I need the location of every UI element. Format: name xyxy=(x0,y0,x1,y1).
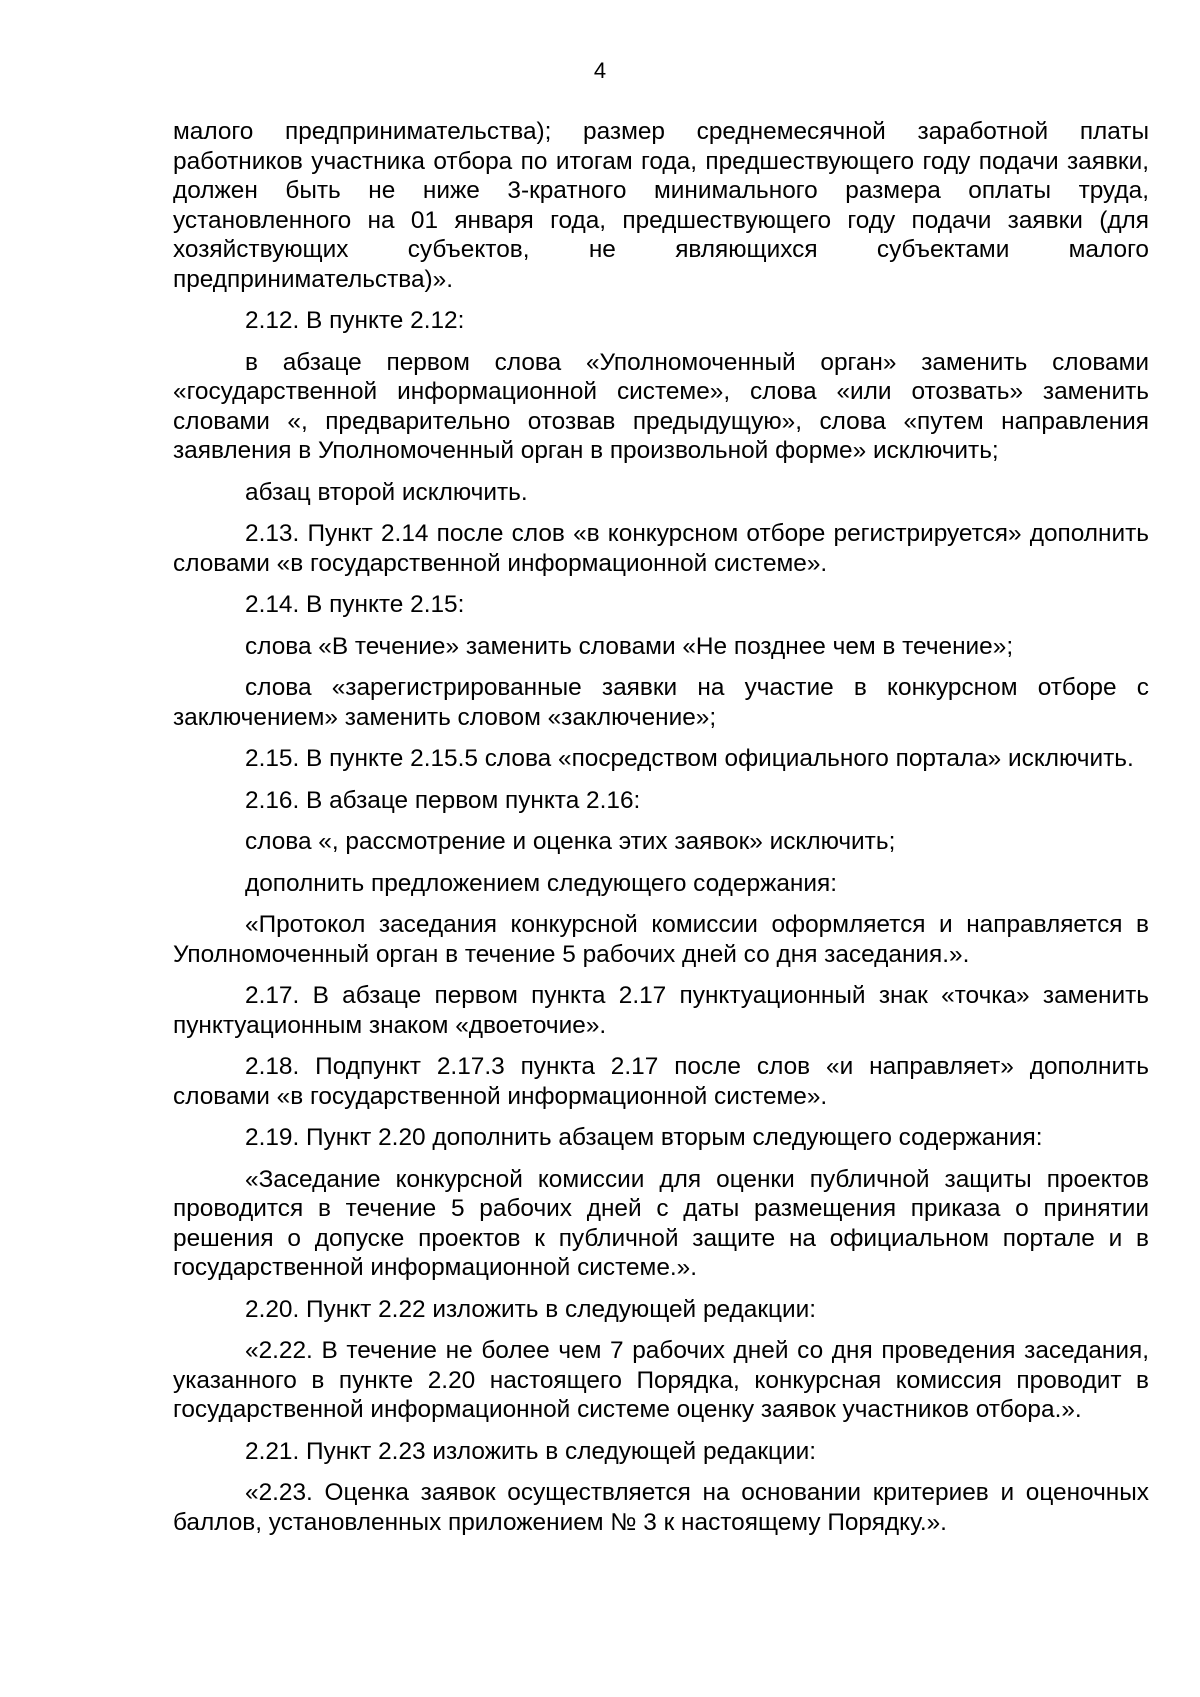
paragraph: в абзаце первом слова «Уполномоченный орган» заменить словами «государственной информационной системе», слова «или отозвать» заменить словами «, предварительно отозвав предыдущую», слова «путем направления заявления в Уполномоченный орган в произвольной форме» исключить; xyxy=(173,348,1149,464)
paragraph: абзац второй исключить. xyxy=(245,478,528,506)
paragraph: 2.15. В пункте 2.15.5 слова «посредством официального портала» исключить. xyxy=(245,745,1134,772)
paragraph: слова «, рассмотрение и оценка этих заявок» исключить; xyxy=(245,828,896,855)
paragraph: «2.22. В течение не более чем 7 рабочих дней со дня проведения заседания, указанного в пункте 2.20 настоящего Порядка, конкурсная комиссия проводит в государственной информационной системе оценку заявок участников отбора.». xyxy=(173,1337,1149,1423)
paragraph: 2.12. В пункте 2.12: xyxy=(245,307,465,334)
paragraph: 2.17. В абзаце первом пункта 2.17 пунктуационный знак «точка» заменить пунктуационным знаком «двоеточие». xyxy=(173,982,1149,1039)
paragraph: малого предпринимательства); размер среднемесячной заработной платы работников участника отбора по итогам года, предшествующего году подачи заявки, должен быть не ниже 3-кратного минимального размера оплаты труда, установленного на 01 января года, предшествующего году подачи заявки (для хозяйствующих субъектов, не являющихся субъектами малого предпринимательства)». xyxy=(173,118,1149,293)
paragraph: слова «В течение» заменить словами «Не позднее чем в течение»; xyxy=(245,632,1014,660)
paragraph: «Протокол заседания конкурсной комиссии оформляется и направляется в Уполномоченный орган в течение 5 рабочих дней со дня заседания.». xyxy=(173,911,1149,968)
paragraph: 2.16. В абзаце первом пункта 2.16: xyxy=(245,786,641,814)
paragraph: 2.13. Пункт 2.14 после слов «в конкурсном отборе регистрируется» дополнить словами «в государственной информационной системе». xyxy=(173,520,1149,577)
paragraph: 2.14. В пункте 2.15: xyxy=(245,591,465,618)
paragraph: «2.23. Оценка заявок осуществляется на основании критериев и оценочных баллов, установленных приложением № 3 к настоящему Порядку.». xyxy=(173,1479,1149,1536)
paragraph: 2.21. Пункт 2.23 изложить в следующей редакции: xyxy=(245,1437,817,1465)
document-body xyxy=(173,117,1149,1537)
paragraph: слова «зарегистрированные заявки на участие в конкурсном отборе с заключением» заменить словом «заключение»; xyxy=(173,674,1149,731)
paragraph: 2.18. Подпункт 2.17.3 пункта 2.17 после слов «и направляет» дополнить словами «в государственной информационной системе». xyxy=(173,1053,1149,1110)
paragraph: «Заседание конкурсной комиссии для оценки публичной защиты проектов проводится в течение 5 рабочих дней с даты размещения приказа о принятии решения о допуске проектов к публичной защите на официальном портале и в государственной информационной системе.». xyxy=(173,1165,1149,1281)
paragraph: 2.19. Пункт 2.20 дополнить абзацем вторым следующего содержания: xyxy=(245,1124,1043,1151)
page-number: 4 xyxy=(593,58,607,83)
paragraph: дополнить предложением следующего содержания: xyxy=(245,869,837,897)
paragraph: 2.20. Пункт 2.22 изложить в следующей редакции: xyxy=(245,1295,817,1323)
